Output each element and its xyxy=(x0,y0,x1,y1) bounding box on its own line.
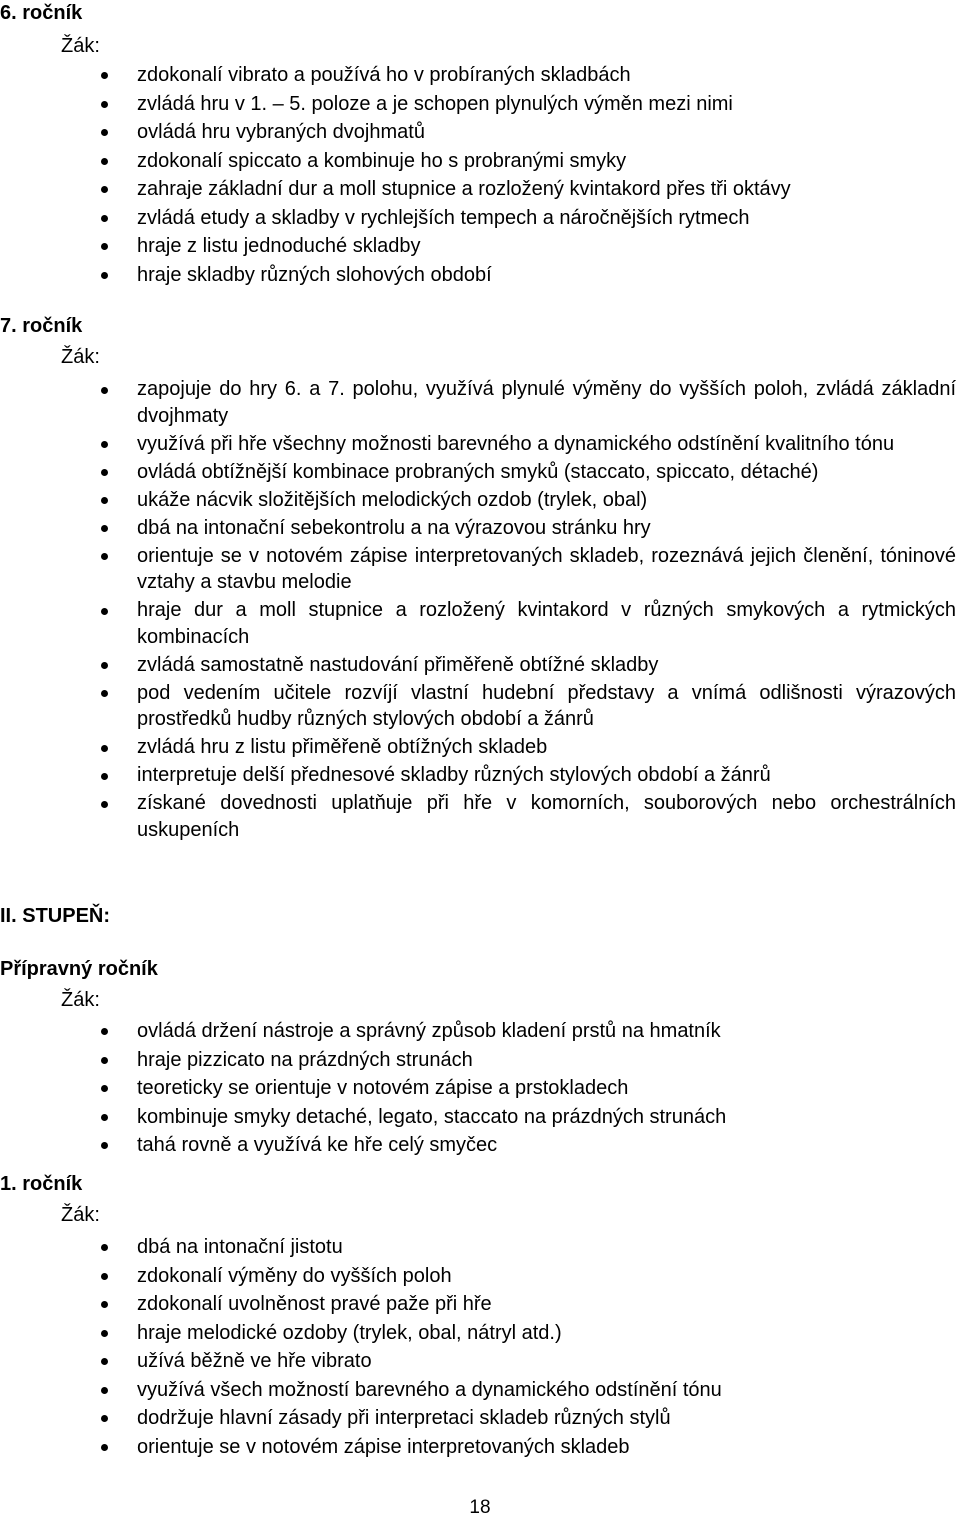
bullet-icon xyxy=(101,1085,108,1092)
list-item xyxy=(0,232,960,261)
list-item xyxy=(0,175,960,204)
list-item-text: hraje pizzicato na prázdných strunách xyxy=(137,1048,473,1071)
bullet-icon xyxy=(101,387,108,394)
list-item-text: kombinuje smyky detaché, legato, staccato na prázdných strunách xyxy=(137,1105,727,1128)
list-item-text: zvládá samostatně nastudování přiměřeně obtížné skladby xyxy=(137,653,659,676)
bullet-icon xyxy=(101,497,108,504)
list-item xyxy=(0,375,960,430)
list-item xyxy=(0,679,960,734)
bullet-icon xyxy=(101,186,108,193)
list-item xyxy=(0,90,960,119)
list-preparatory xyxy=(0,1017,960,1160)
list-item-text: dbá na intonační jistotu xyxy=(137,1236,343,1258)
list-item-text: hraje skladby různých slohových období xyxy=(137,263,492,286)
bullet-icon xyxy=(101,773,108,780)
list-item-text: hraje melodické ozdoby (trylek, obal, nátryl atd.) xyxy=(137,1321,562,1344)
list-item xyxy=(0,1290,960,1319)
pupil-label-grade-1: Žák: xyxy=(61,1204,100,1226)
list-item xyxy=(0,514,960,542)
list-grade-6 xyxy=(0,61,960,289)
pupil-label-grade-7: Žák: xyxy=(61,346,100,368)
bullet-icon xyxy=(101,1444,108,1451)
list-item xyxy=(0,1262,960,1291)
list-item xyxy=(0,761,960,789)
heading-grade-6: 6. ročník xyxy=(0,2,83,24)
bullet-icon xyxy=(101,101,108,108)
list-item xyxy=(0,61,960,90)
bullet-icon xyxy=(101,745,108,752)
bullet-icon xyxy=(101,441,108,448)
list-item-text: zvládá hru v 1. – 5. poloze a je schopen plynulých výměn mezi nimi xyxy=(137,92,733,115)
list-item-text: zvládá etudy a skladby v rychlejších tempech a náročnějších rytmech xyxy=(137,206,750,229)
list-item xyxy=(0,1074,960,1103)
list-item xyxy=(0,261,960,290)
list-item xyxy=(0,458,960,486)
list-item-text: orientuje se v notovém zápise interpretovaných skladeb xyxy=(137,1435,630,1458)
bullet-icon xyxy=(101,690,108,697)
list-grade-7 xyxy=(0,375,960,844)
bullet-icon xyxy=(101,1114,108,1121)
bullet-icon xyxy=(101,1415,108,1422)
list-item-text: zdokonalí spiccato a kombinuje ho s probranými smyky xyxy=(137,149,627,172)
bullet-icon xyxy=(101,1273,108,1280)
list-item-text: ovládá držení nástroje a správný způsob kladení prstů na hmatník xyxy=(137,1020,721,1042)
list-item xyxy=(0,1319,960,1348)
list-item xyxy=(0,1376,960,1405)
list-item xyxy=(0,596,960,651)
list-item-text: hraje z listu jednoduché skladby xyxy=(137,235,421,257)
bullet-icon xyxy=(101,1057,108,1064)
list-item-text: zdokonalí výměny do vyšších poloh xyxy=(137,1264,452,1287)
list-item xyxy=(0,204,960,233)
list-item xyxy=(0,118,960,147)
list-item-text: ovládá hru vybraných dvojhmatů xyxy=(137,121,425,143)
bullet-icon xyxy=(101,608,108,615)
list-item xyxy=(0,1131,960,1160)
list-grade-1 xyxy=(0,1233,960,1461)
list-item xyxy=(0,651,960,679)
list-item-text: orientuje se v notovém zápise interpretovaných skladeb, rozeznává jejich členění, tóninové vztahy a stavbu melodie xyxy=(137,544,956,593)
list-item xyxy=(0,789,960,844)
bullet-icon xyxy=(101,1142,108,1149)
list-item-text: interpretuje delší přednesové skladby různých stylových období a žánrů xyxy=(137,764,771,786)
list-item-text: zapojuje do hry 6. a 7. polohu, využívá plynulé výměny do vyšších poloh, zvládá základní dvojhmaty xyxy=(137,378,956,427)
bullet-icon xyxy=(101,243,108,250)
list-item-text: zdokonalí vibrato a používá ho v probíraných skladbách xyxy=(137,64,631,86)
list-item-text: teoreticky se orientuje v notovém zápise a prstokladech xyxy=(137,1077,629,1099)
list-item xyxy=(0,147,960,176)
list-item-text: využívá při hře všechny možnosti barevného a dynamického odstínění kvalitního tónu xyxy=(137,432,895,455)
list-item xyxy=(0,486,960,514)
list-item-text: zahraje základní dur a moll stupnice a rozložený kvintakord přes tři oktávy xyxy=(137,178,791,200)
bullet-icon xyxy=(101,1387,108,1394)
heading-grade-7: 7. ročník xyxy=(0,315,83,337)
list-item-text: tahá rovně a využívá ke hře celý smyčec xyxy=(137,1134,498,1156)
list-item xyxy=(0,430,960,458)
list-item-text: užívá běžně ve hře vibrato xyxy=(137,1350,372,1372)
list-item xyxy=(0,733,960,761)
list-item xyxy=(0,1103,960,1132)
list-item-text: pod vedením učitele rozvíjí vlastní hudební představy a vnímá odlišnosti výrazových prostředků hudby různých stylových období a žánrů xyxy=(137,681,956,730)
bullet-icon xyxy=(101,801,108,808)
heading-stage-2: II. STUPEŇ: xyxy=(0,905,111,927)
list-item-text: ovládá obtížnější kombinace probraných smyků (staccato, spiccato, détaché) xyxy=(137,460,819,483)
list-item-text: ukáže nácvik složitějších melodických ozdob (trylek, obal) xyxy=(137,488,648,511)
list-item xyxy=(0,1404,960,1433)
list-item xyxy=(0,1433,960,1462)
list-item-text: zdokonalí uvolněnost pravé paže při hře xyxy=(137,1293,492,1315)
bullet-icon xyxy=(101,1028,108,1035)
list-item-text: dbá na intonační sebekontrolu a na výrazovou stránku hry xyxy=(137,516,651,539)
bullet-icon xyxy=(101,129,108,136)
list-item-text: dodržuje hlavní zásady při interpretaci skladeb různých stylů xyxy=(137,1407,671,1429)
bullet-icon xyxy=(101,1330,108,1337)
bullet-icon xyxy=(101,469,108,476)
bullet-icon xyxy=(101,272,108,279)
heading-preparatory-grade: Přípravný ročník xyxy=(0,958,158,980)
list-item xyxy=(0,1347,960,1376)
bullet-icon xyxy=(101,525,108,532)
bullet-icon xyxy=(101,215,108,222)
bullet-icon xyxy=(101,72,108,79)
list-item-text: využívá všech možností barevného a dynamického odstínění tónu xyxy=(137,1378,722,1401)
list-item-text: získané dovednosti uplatňuje při hře v komorních, souborových nebo orchestrálních uskupeních xyxy=(137,792,956,841)
heading-grade-1: 1. ročník xyxy=(0,1173,83,1195)
bullet-icon xyxy=(101,1244,108,1251)
list-item xyxy=(0,542,960,597)
list-item xyxy=(0,1017,960,1046)
pupil-label-preparatory: Žák: xyxy=(61,989,100,1011)
pupil-label-grade-6: Žák: xyxy=(61,35,100,57)
bullet-icon xyxy=(101,553,108,560)
list-item-text: zvládá hru z listu přiměřeně obtížných skladeb xyxy=(137,736,548,758)
list-item xyxy=(0,1046,960,1075)
bullet-icon xyxy=(101,1358,108,1365)
bullet-icon xyxy=(101,1301,108,1308)
page-number: 18 xyxy=(469,1497,491,1518)
list-item-text: hraje dur a moll stupnice a rozložený kvintakord v různých smykových a rytmických kombinacích xyxy=(137,599,956,648)
list-item xyxy=(0,1233,960,1262)
bullet-icon xyxy=(101,662,108,669)
bullet-icon xyxy=(101,158,108,165)
